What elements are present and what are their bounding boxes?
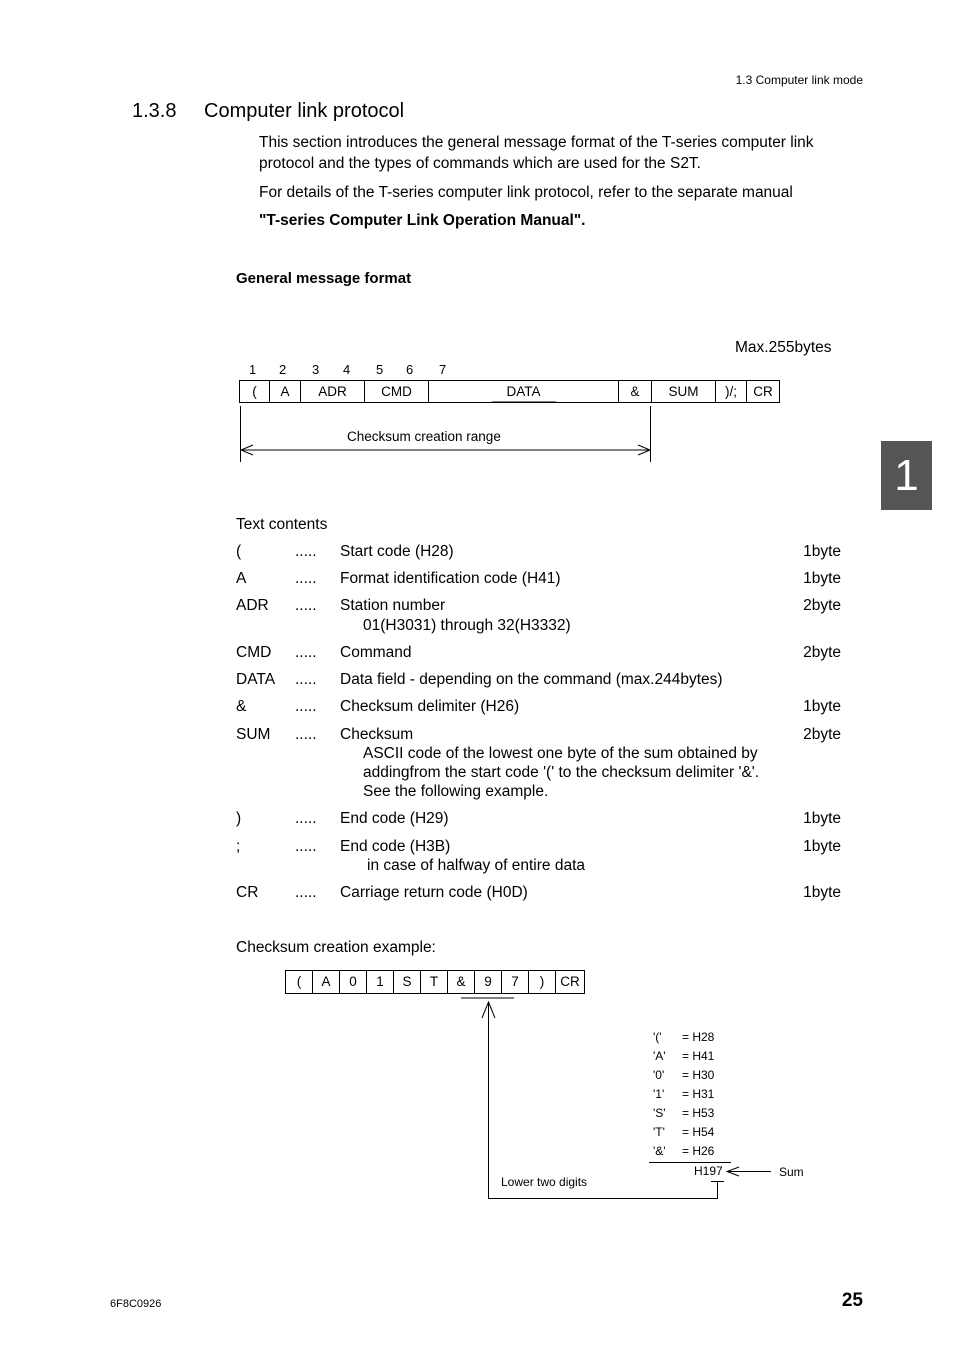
- row-bytes: 1byte: [803, 543, 841, 560]
- calc-value: = H28: [682, 1030, 715, 1044]
- frame-cell-sum: SUM: [652, 381, 716, 402]
- row-bytes: 2byte: [803, 726, 841, 743]
- calc-value: = H26: [682, 1144, 715, 1158]
- intro-line-1: This section introduces the general message format of the T-series computer link: [259, 134, 814, 151]
- row-bytes: 1byte: [803, 838, 841, 855]
- sum-total: H197: [694, 1164, 723, 1178]
- example-cell: ): [529, 971, 556, 993]
- field-number: 3: [312, 362, 320, 377]
- row-dots: .....: [295, 810, 317, 827]
- example-cell: 0: [340, 971, 367, 993]
- row-dots: .....: [295, 838, 317, 855]
- calc-char: '0': [653, 1068, 665, 1082]
- example-cell: S: [394, 971, 421, 993]
- field-number: 6: [406, 362, 414, 377]
- row-detail: ASCII code of the lowest one byte of the sum obtained by: [363, 745, 758, 762]
- row-symbol: A: [236, 570, 247, 587]
- chapter-tab: 1: [881, 441, 932, 510]
- row-dots: .....: [295, 671, 317, 688]
- row-symbol: SUM: [236, 726, 271, 743]
- row-description: Carriage return code (H0D): [340, 884, 528, 901]
- format-heading: General message format: [236, 270, 412, 287]
- field-number: 2: [279, 362, 287, 377]
- row-detail: See the following example.: [363, 783, 549, 800]
- row-symbol: CMD: [236, 644, 272, 661]
- field-number: 5: [376, 362, 384, 377]
- row-detail: addingfrom the start code '(' to the checksum delimiter '&'.: [363, 764, 760, 781]
- row-description: Command: [340, 644, 412, 661]
- row-dots: .....: [295, 644, 317, 661]
- example-frame: [285, 970, 585, 994]
- row-description: End code (H3B): [340, 838, 451, 855]
- calc-value: = H41: [682, 1049, 715, 1063]
- row-detail: 01(H3031) through 32(H3332): [363, 617, 571, 634]
- calc-char: 'A': [653, 1049, 666, 1063]
- example-heading: Checksum creation example:: [236, 939, 436, 956]
- running-header: 1.3 Computer link mode: [735, 73, 863, 87]
- lower-digits-label: Lower two digits: [501, 1175, 588, 1189]
- example-cell: A: [313, 971, 340, 993]
- frame-cell-format: A: [270, 381, 301, 402]
- row-detail: in case of halfway of entire data: [367, 857, 585, 874]
- frame-cell-cmd: CMD: [365, 381, 429, 402]
- row-dots: .....: [295, 570, 317, 587]
- intro-line-2: protocol and the types of commands which are used for the S2T.: [259, 155, 701, 172]
- row-description: Start code (H28): [340, 543, 454, 560]
- text-contents-heading: Text contents: [236, 516, 328, 533]
- row-dots: .....: [295, 884, 317, 901]
- calc-value: = H53: [682, 1106, 715, 1120]
- example-cell: &: [448, 971, 475, 993]
- frame-cell-cr: CR: [753, 384, 773, 399]
- row-dots: .....: [295, 597, 317, 614]
- example-cell: 7: [502, 971, 529, 993]
- frame-cell-adr: ADR: [301, 381, 365, 402]
- row-dots: .....: [295, 726, 317, 743]
- section-number: 1.3.8: [132, 100, 177, 122]
- row-description: Checksum: [340, 726, 414, 743]
- row-bytes: 1byte: [803, 570, 841, 587]
- row-symbol: CR: [236, 884, 259, 901]
- example-cell: CR: [560, 974, 580, 989]
- row-bytes: 1byte: [803, 698, 841, 715]
- field-number: 7: [439, 362, 447, 377]
- row-description: Checksum delimiter (H26): [340, 698, 520, 715]
- field-number: 1: [249, 362, 257, 377]
- example-cell: (: [286, 971, 313, 993]
- row-bytes: 1byte: [803, 884, 841, 901]
- calc-char: '(': [653, 1030, 662, 1044]
- row-symbol: ADR: [236, 597, 269, 614]
- row-symbol: DATA: [236, 671, 276, 688]
- row-bytes: 1byte: [803, 810, 841, 827]
- example-cell: 9: [475, 971, 502, 993]
- calc-value: = H54: [682, 1125, 715, 1139]
- intro-line-3: For details of the T-series computer link protocol, refer to the separate manual: [259, 184, 793, 201]
- checksum-range-label: Checksum creation range: [347, 429, 501, 444]
- calc-char: '1': [653, 1087, 665, 1101]
- row-symbol: (: [236, 543, 242, 560]
- calc-char: 'S': [653, 1106, 666, 1120]
- calc-char: '&': [653, 1144, 666, 1158]
- calc-value: = H30: [682, 1068, 715, 1082]
- row-dots: .....: [295, 698, 317, 715]
- max-bytes: Max.255bytes: [735, 339, 832, 356]
- page-number: 25: [841, 1290, 863, 1311]
- row-description: Format identification code (H41): [340, 570, 561, 587]
- row-symbol: ): [236, 810, 242, 827]
- document-id: 6F8C0926: [110, 1298, 162, 1310]
- row-description: Data field - depending on the command (max.244bytes): [340, 671, 723, 688]
- row-dots: .....: [295, 543, 317, 560]
- frame-cell-end: )/;: [716, 381, 747, 402]
- sum-label: Sum: [779, 1165, 804, 1179]
- frame-cell-start: (: [240, 381, 270, 402]
- section-title: Computer link protocol: [204, 100, 405, 122]
- row-description: End code (H29): [340, 810, 449, 827]
- row-symbol: ;: [236, 838, 241, 855]
- calc-char: 'T': [653, 1125, 665, 1139]
- example-cell: T: [421, 971, 448, 993]
- row-bytes: 2byte: [803, 597, 841, 614]
- calc-value: = H31: [682, 1087, 715, 1101]
- frame-cell-data: DATA: [429, 381, 619, 402]
- row-bytes: 2byte: [803, 644, 841, 661]
- row-symbol: &: [236, 698, 247, 715]
- row-description: Station number: [340, 597, 446, 614]
- example-cell: 1: [367, 971, 394, 993]
- manual-reference: "T-series Computer Link Operation Manual".: [259, 212, 586, 229]
- field-number: 4: [343, 362, 351, 377]
- frame-cell-delimiter: &: [619, 381, 652, 402]
